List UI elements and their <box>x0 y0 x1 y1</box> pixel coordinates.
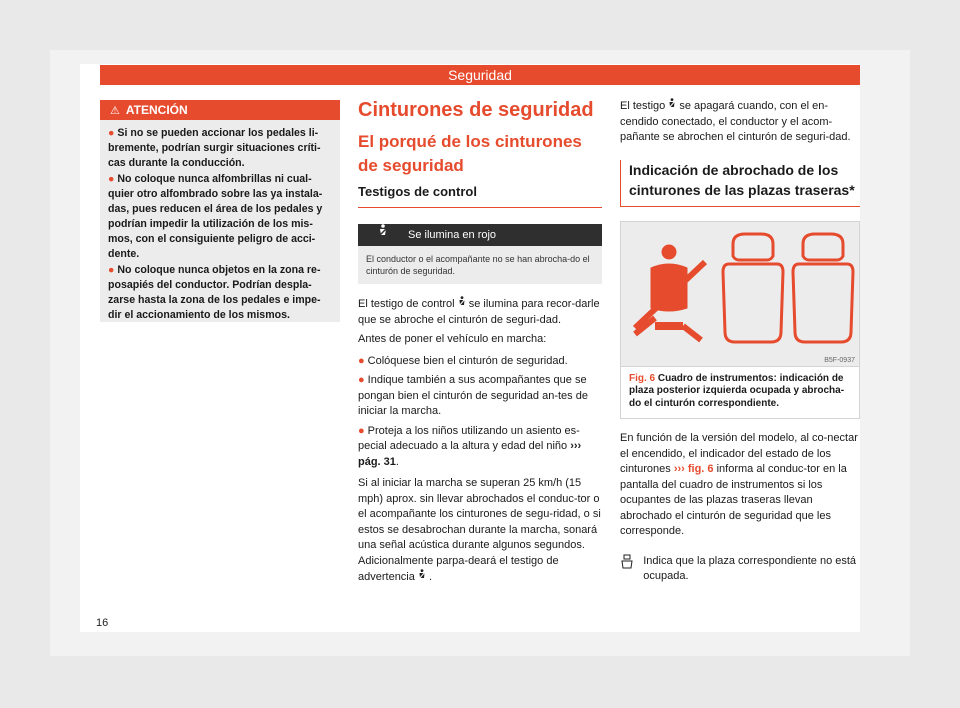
figure-image <box>621 222 859 367</box>
figure-reference-link[interactable]: ››› fig. 6 <box>673 463 714 475</box>
section-header: Seguridad <box>100 65 860 85</box>
list-item: ● Indique también a sus acompañantes que se pongan bien el cinturón de seguridad an-tes de iniciar la marcha. <box>358 374 588 417</box>
paragraph: El testigo se apagará cuando, con el en-cendido conectado, el conductor y el acom-pañante se abrochen el cinturón de seguri-dad. <box>620 100 851 143</box>
warning-box <box>100 100 340 322</box>
warning-lamp-table <box>358 224 602 284</box>
warning-item: ● No coloque nunca alfombrillas ni cual-quier otro alfombrado sobre las ya instala-das, pues reducen el área de los pedales y podrían impedir la utilización de los mis-mos, con el consiguiente peligro de acci-dente. <box>108 173 323 260</box>
lamp-label: Se ilumina en rojo <box>408 229 497 241</box>
seatbelt-status-illustration <box>621 222 859 366</box>
page-reference-link[interactable]: ››› pág. 31 <box>358 440 582 468</box>
figure-code: B5F-0937 <box>824 356 855 364</box>
list-item: ● Colóquese bien el cinturón de seguridad. <box>358 354 568 367</box>
indicator-row <box>620 554 860 585</box>
warning-item: ● Si no se pueden accionar los pedales li-bremente, podrían surgir situaciones críti-cas durante la conducción. <box>108 127 321 169</box>
section-subtitle: El porqué de los cinturones de seguridad <box>358 132 582 175</box>
section-heading: Testigos de control <box>358 184 602 208</box>
lamp-description: El conductor o el acompañante no se han abrocha-do el cinturón de seguridad. <box>366 254 590 276</box>
seatbelt-icon <box>418 571 429 583</box>
bullet-icon: ● <box>358 374 365 386</box>
figure-6 <box>620 221 860 420</box>
list-item: ● Proteja a los niños utilizando un asiento es-pecial adecuado a la altura y edad del niño ››› pág. 31. <box>358 424 582 468</box>
page-title: Cinturones de seguridad <box>358 99 594 121</box>
column-main <box>358 98 602 586</box>
bullet-icon: ● <box>108 264 115 276</box>
warning-triangle-icon: ⚠ <box>110 105 120 117</box>
bullet-icon: ● <box>358 354 365 367</box>
column-right <box>620 98 860 585</box>
seatbelt-warning-icon <box>358 224 408 246</box>
seat-empty-icon <box>620 554 643 585</box>
paragraph: El testigo de control se ilumina para recor-darle que se abroche el cinturón de seguri-dad. <box>358 298 600 326</box>
figure-label: Fig. 6 <box>629 372 656 384</box>
indicator-text: Indica que la plaza correspondiente no está ocupada. <box>643 554 857 582</box>
warning-title: ATENCIÓN <box>125 103 188 117</box>
warning-header <box>100 100 340 120</box>
warning-list <box>100 120 340 323</box>
warning-item: ● No coloque nunca objetos en la zona re-posapiés del conductor. Podrían despla-zarse hasta la zona de los pedales e impe-dir el accionamiento de los mismos. <box>108 264 321 321</box>
bullet-icon: ● <box>108 173 115 185</box>
section-heading: Indicación de abrochado de los cinturones de las plazas traseras* <box>620 160 860 207</box>
page-number: 16 <box>96 617 109 629</box>
seatbelt-icon <box>668 100 679 112</box>
bullet-icon: ● <box>108 127 115 139</box>
paragraph: Antes de poner el vehículo en marcha: <box>358 333 547 345</box>
bullet-icon: ● <box>358 424 365 437</box>
paragraph: En función de la versión del modelo, al co-nectar el encendido, el indicador del estado de los cinturones ››› fig. 6 informa al conduc-tor en la pantalla del cuadro de instrumentos si los ocupantes de las plazas traseras llevan abrochado el cinturón de seguridad que les corresponde. <box>620 432 858 537</box>
paragraph: Si al iniciar la marcha se superan 25 km/h (15 mph) aprox. sin llevar abrochados el conduc-tor o el acompañante los cinturones de segu-ridad, o si estos se desabrochan durante la marcha, sonará una señal acústica durante algunos segundos. Adicionalmente parpa-deará el testigo de advertencia . <box>358 477 601 583</box>
lamp-header <box>358 224 602 246</box>
figure-caption: Fig. 6 Cuadro de instrumentos: indicación de plaza posterior izquierda ocupada y abrocha-do el cinturón correspondiente. <box>621 367 859 419</box>
seatbelt-icon <box>458 298 469 310</box>
